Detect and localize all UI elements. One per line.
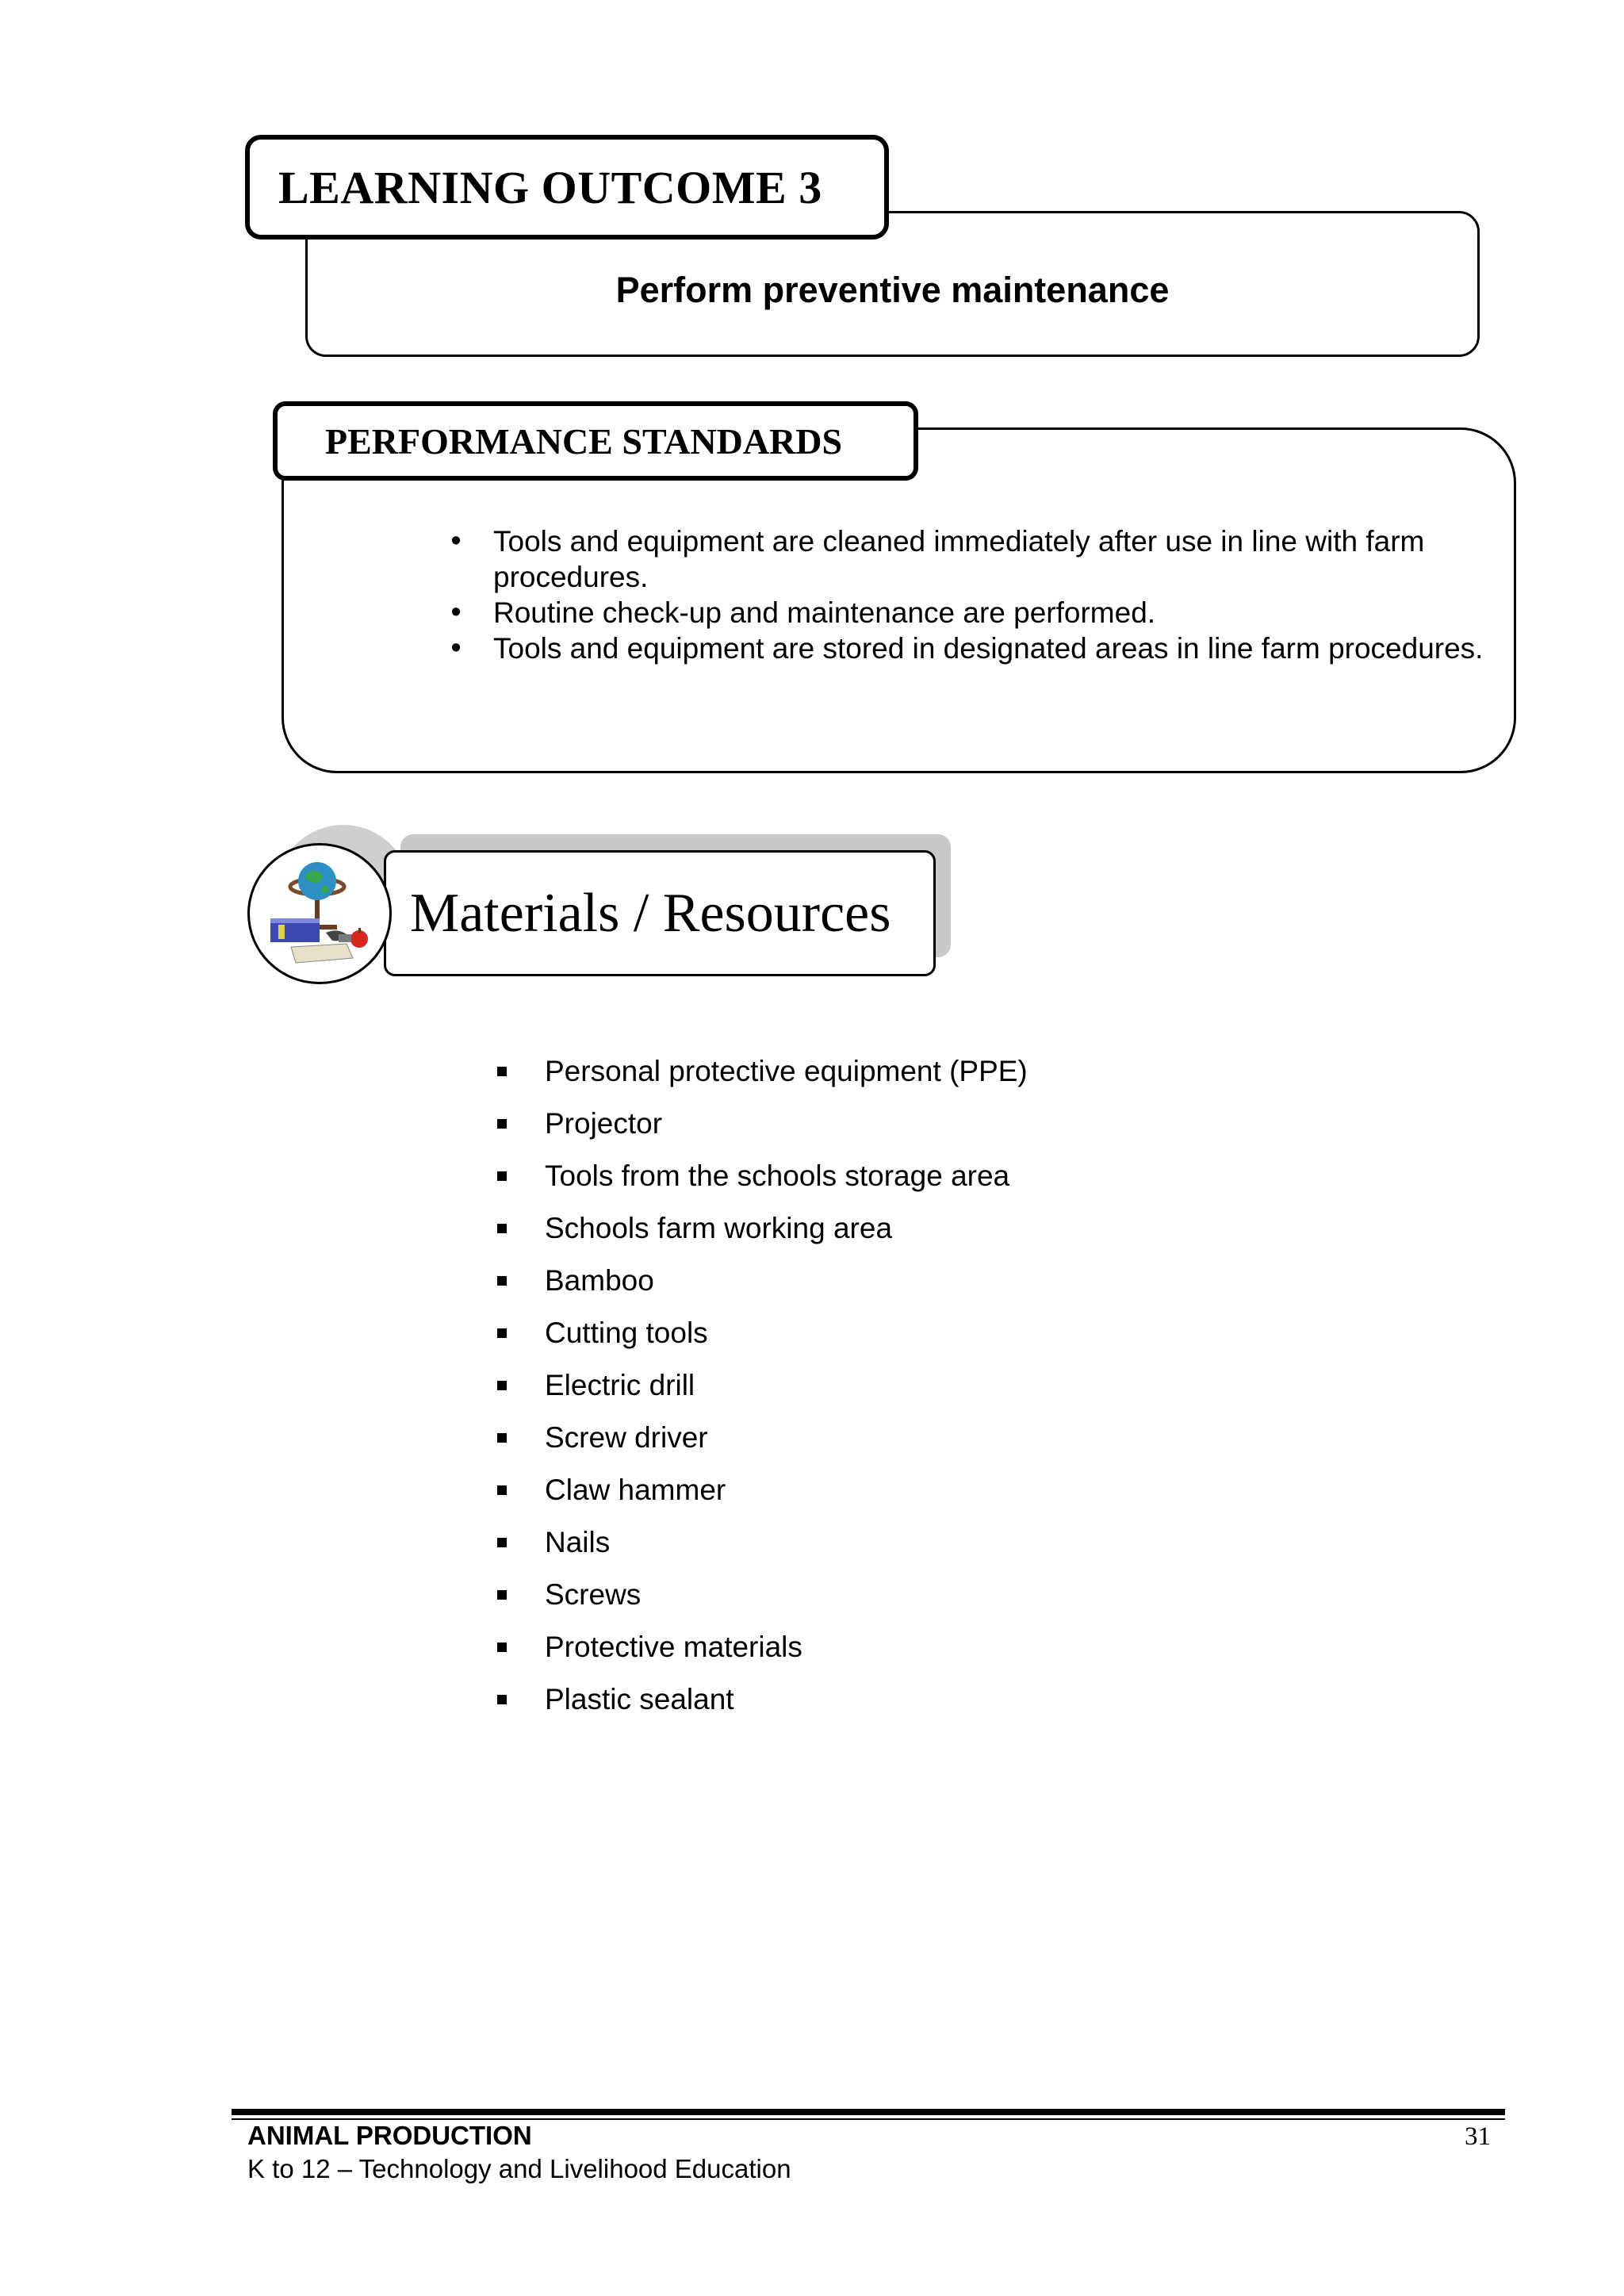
performance-standards-title-box [273, 401, 918, 481]
list-item [494, 1316, 1028, 1368]
square-bullet-icon [497, 1642, 507, 1652]
list-item [494, 1211, 1028, 1263]
materials-list [494, 1054, 1028, 1734]
list-item [494, 1525, 1028, 1577]
learning-outcome-subtitle: Perform preventive maintenance [615, 270, 1170, 310]
list-item-text: Personal protective equipment (PPE) [545, 1055, 1028, 1087]
square-bullet-icon [497, 1485, 507, 1495]
learning-outcome-title: LEARNING OUTCOME 3 [278, 161, 822, 213]
list-item [494, 1106, 1028, 1159]
page-number: 31 [1465, 2122, 1491, 2151]
list-item-text: Tools and equipment are cleaned immediately after use in line with farm procedures. [493, 525, 1425, 593]
list-item [494, 1368, 1028, 1420]
performance-standards-title: PERFORMANCE STANDARDS [325, 420, 843, 462]
performance-standards-list [444, 523, 1491, 666]
bullet-icon: • [450, 596, 462, 629]
list-item [494, 1577, 1028, 1630]
bullet-icon: • [450, 524, 462, 558]
bullet-icon: • [450, 631, 462, 665]
list-item [494, 1054, 1028, 1106]
list-item-text: Routine check-up and maintenance are performed. [493, 596, 1156, 629]
list-item-text: Bamboo [545, 1264, 654, 1297]
list-item [444, 523, 1491, 595]
square-bullet-icon [497, 1328, 507, 1338]
list-item-text: Schools farm working area [545, 1212, 893, 1244]
list-item-text: Projector [545, 1107, 663, 1140]
list-item-text: Claw hammer [545, 1474, 726, 1506]
square-bullet-icon [497, 1067, 507, 1076]
list-item [494, 1420, 1028, 1473]
materials-title: Materials / Resources [410, 882, 891, 944]
list-item [444, 631, 1491, 666]
square-bullet-icon [497, 1119, 507, 1129]
list-item [444, 595, 1491, 631]
square-bullet-icon [497, 1224, 507, 1233]
list-item [494, 1263, 1028, 1316]
list-item-text: Tools from the schools storage area [545, 1159, 1010, 1192]
list-item [494, 1159, 1028, 1211]
list-item [494, 1630, 1028, 1682]
square-bullet-icon [497, 1695, 507, 1704]
list-item-text: Electric drill [545, 1369, 695, 1401]
materials-title-box [384, 850, 936, 976]
footer-title: ANIMAL PRODUCTION [247, 2121, 532, 2150]
list-item-text: Screws [545, 1578, 642, 1611]
square-bullet-icon [497, 1590, 507, 1600]
square-bullet-icon [497, 1171, 507, 1181]
list-item-text: Screw driver [545, 1421, 708, 1454]
footer-subtitle: K to 12 – Technology and Livelihood Education [247, 2154, 791, 2183]
footer-rule-thick [232, 2109, 1505, 2115]
materials-clipart-icon [247, 843, 392, 984]
square-bullet-icon [497, 1276, 507, 1286]
square-bullet-icon [497, 1538, 507, 1547]
square-bullet-icon [497, 1381, 507, 1390]
list-item [494, 1682, 1028, 1734]
square-bullet-icon [497, 1433, 507, 1443]
list-item-text: Plastic sealant [545, 1683, 734, 1715]
list-item-text: Cutting tools [545, 1317, 708, 1349]
list-item-text: Nails [545, 1526, 611, 1558]
learning-outcome-title-box [245, 135, 889, 240]
list-item [494, 1473, 1028, 1525]
list-item-text: Tools and equipment are stored in designated areas in line farm procedures. [493, 632, 1484, 665]
footer-rule-thin [232, 2118, 1505, 2120]
list-item-text: Protective materials [545, 1631, 802, 1663]
